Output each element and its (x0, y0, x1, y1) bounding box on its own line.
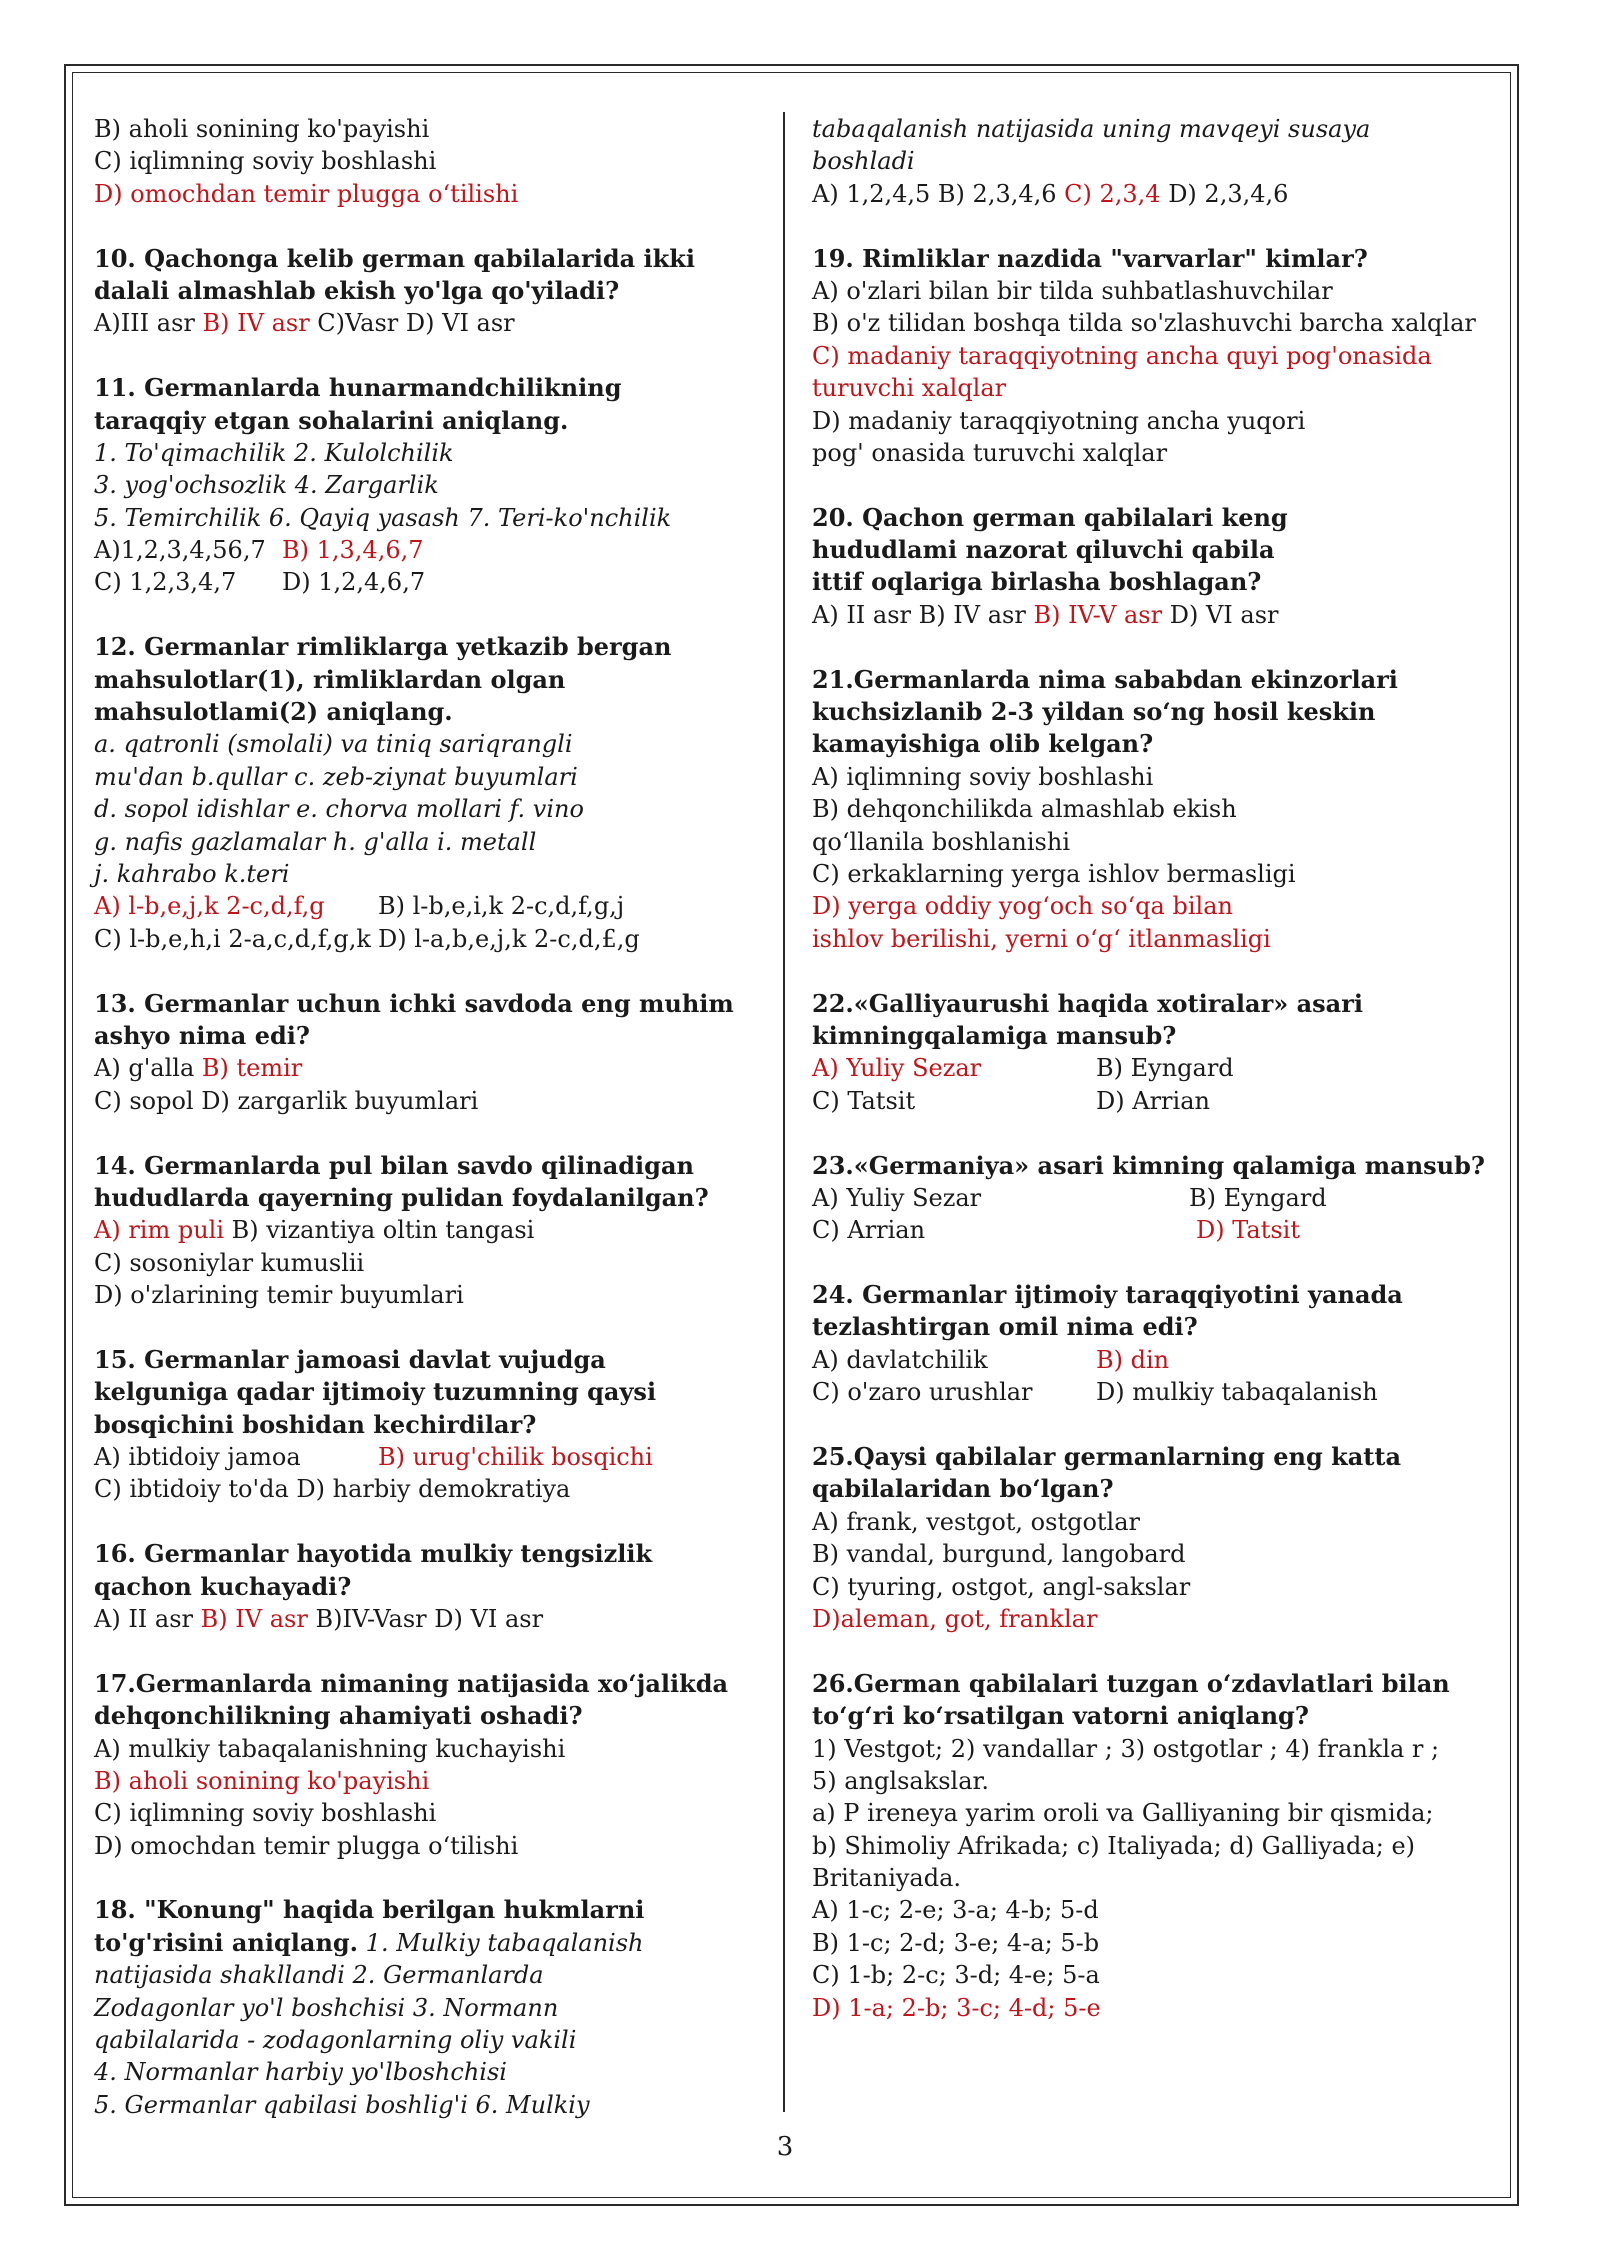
question-item: 1) Vestgot; 2) vandallar ; 3) ostgotlar ; 4) frankla r ; (812, 1734, 1440, 1763)
question-18 (94, 1894, 766, 2121)
question-title: dalali almashlab ekish yo'lga qo'yiladi? (94, 275, 620, 305)
correct-option-b: B) aholi sonining ko'payishi (94, 1766, 430, 1795)
option-d: D) o'zlarining temir buyumlari (94, 1281, 464, 1310)
left-column (94, 113, 766, 2154)
question-title: 24. Germanlar ijtimoiy taraqqiyotini yanada (812, 1280, 1403, 1310)
correct-option-d: D) Tatsit (1196, 1216, 1300, 1245)
question-25 (812, 1441, 1492, 1635)
question-21 (812, 664, 1492, 956)
option-c: C) sosoniylar kumuslii (94, 1248, 365, 1277)
options-line (94, 307, 766, 339)
option-a: A) g'alla (94, 1054, 202, 1083)
option-c: C) 1-b; 2-c; 3-d; 4-e; 5-a (812, 1961, 1100, 1990)
correct-option-b: B) IV asr (200, 1604, 308, 1633)
question-title: tezlashtirgan omil nima edi? (812, 1312, 1198, 1342)
options-line (94, 1052, 766, 1084)
question-item: natijasida shakllandi 2. Germanlarda (94, 1961, 544, 1990)
option-c: C) tyuring, ostgot, angl-sakslar (812, 1572, 1191, 1601)
question-12 (94, 631, 766, 955)
option-cd: C) sopol D) zargarlik buyumlari (94, 1086, 479, 1115)
option-d: D) Arrian (1096, 1086, 1210, 1115)
correct-option-d: D) yerga oddiy yog‘och so‘qa bilan (812, 892, 1233, 921)
option-cd: C) ibtidoiy to'da D) harbiy demokratiya (94, 1475, 571, 1504)
option-b: B) Eyngard (1096, 1054, 1234, 1083)
question-11 (94, 372, 766, 599)
question-title: 22.«Galliyaurushi haqida xotiralar» asari (812, 988, 1363, 1018)
question-title: dehqonchilikning ahamiyati oshadi? (94, 1701, 583, 1731)
question-title: 16. Germanlar hayotida mulkiy tengsizlik (94, 1539, 653, 1569)
question-title: 20. Qachon german qabilalari keng (812, 502, 1288, 532)
question-item: j. kahrabo k.teri (94, 859, 290, 888)
question-item: 4. Normanlar harbiy yo'lboshchisi (94, 2058, 507, 2087)
question-10 (94, 243, 766, 340)
question-title: mahsulotlami(2) aniqlang. (94, 697, 453, 727)
question-title: 21.Germanlarda nima sababdan ekinzorlari (812, 664, 1398, 694)
question-title: 18. "Konung" haqida berilgan hukmlarni (94, 1895, 645, 1925)
option-b: B) Eyngard (1189, 1183, 1327, 1212)
option-d: D) 2,3,4,6 (1160, 179, 1289, 208)
option-a: A)III asr (94, 309, 203, 338)
question-item: mu'dan b.qullar c. zeb-ziynat buyumlari (94, 762, 578, 791)
question-9-continuation (94, 113, 766, 210)
options-line (812, 1344, 1492, 1376)
correct-option-b: B) urug'chilik bosqichi (378, 1443, 653, 1472)
option-a: A) davlatchilik (812, 1345, 988, 1374)
question-26 (812, 1668, 1492, 2024)
option-b: B) l-b,e,i,k 2-c,d,f,g,j (378, 892, 625, 921)
question-14 (94, 1150, 766, 1312)
question-title: qabilalaridan bo‘lgan? (812, 1474, 1114, 1504)
question-title: qachon kuchayadi? (94, 1571, 352, 1601)
options-line (812, 1182, 1492, 1214)
option-c: C) o'zaro urushlar (812, 1378, 1033, 1407)
question-title: kuchsizlanib 2-3 yildan so‘ng hosil keskin (812, 697, 1376, 727)
question-item: boshladi (812, 147, 915, 176)
question-item: 3. yog'ochsozlik 4. Zargarlik (94, 471, 439, 500)
question-title: 15. Germanlar jamoasi davlat vujudga (94, 1344, 606, 1374)
question-item: qabilalarida - zodagonlarning oliy vakili (94, 2026, 577, 2055)
option-ab: A) 1,2,4,5 B) 2,3,4,6 (812, 179, 1065, 208)
option-d: pog' onasida turuvchi xalqlar (812, 438, 1168, 467)
question-item: 5. Temirchilik 6. Qayiq yasash 7. Teri-ko'nchilik (94, 503, 672, 532)
option-b: B) 1-c; 2-d; 3-e; 4-a; 5-b (812, 1928, 1100, 1957)
option-d: D) omochdan temir plugga o‘tilishi (94, 1831, 519, 1860)
column-divider (783, 112, 785, 2112)
question-16 (94, 1538, 766, 1635)
question-title: ashyo nima edi? (94, 1020, 310, 1050)
correct-option-d: D) omochdan temir plugga o‘tilishi (94, 179, 519, 208)
correct-option-b: B) din (1096, 1345, 1170, 1374)
question-title: hududlami nazorat qiluvchi qabila (812, 535, 1275, 565)
question-item: g. nafis gazlamalar h. g'alla i. metall (94, 827, 537, 856)
correct-option-d: ishlov berilishi, yerni o‘g‘ itlanmasligi (812, 924, 1271, 953)
question-title: 23.«Germaniya» asari kimning qalamiga mansub? (812, 1150, 1485, 1180)
option-d: D) mulkiy tabaqalanish (1096, 1378, 1378, 1407)
options-line (94, 1441, 766, 1473)
question-item: a. qatronli (smolali) va tiniq sariqrangli (94, 730, 573, 759)
question-title: 12. Germanlar rimliklarga yetkazib bergan (94, 632, 672, 662)
question-title: 25.Qaysi qabilalar germanlarning eng katta (812, 1442, 1402, 1472)
right-column (812, 113, 1492, 2056)
option-b: B) vandal, burgund, langobard (812, 1540, 1186, 1569)
option-c: C) iqlimning soviy boshlashi (94, 1799, 437, 1828)
question-title: to‘g‘ri ko‘rsatilgan vatorni aniqlang? (812, 1701, 1309, 1731)
correct-option-a: A) Yuliy Sezar (812, 1054, 982, 1083)
option-c: C) 1,2,3,4,7 (94, 568, 237, 597)
question-15 (94, 1344, 766, 1506)
options-line (94, 890, 766, 922)
options-line (94, 1214, 766, 1246)
question-13 (94, 988, 766, 1118)
question-item: tabaqalanish natijasida uning mavqeyi susaya (812, 115, 1371, 143)
option-a: A)1,2,3,4,56,7 (94, 536, 266, 565)
option-b: B) vizantiya oltin tangasi (224, 1216, 535, 1245)
question-24 (812, 1279, 1492, 1409)
question-title: 14. Germanlarda pul bilan savdo qilinadigan (94, 1150, 694, 1180)
question-title: 17.Germanlarda nimaning natijasida xo‘jalikda (94, 1668, 729, 1698)
question-title: 10. Qachonga kelib german qabilalarida ikki (94, 243, 695, 273)
question-item: Zodagonlar yo'l boshchisi 3. Normann (94, 1993, 559, 2022)
question-title: ittif oqlariga birlasha boshlagan? (812, 567, 1262, 597)
option-a: A) 1-c; 2-e; 3-a; 4-b; 5-d (812, 1896, 1099, 1925)
option-a: A) o'zlari bilan bir tilda suhbatlashuvchilar (812, 276, 1333, 305)
question-20 (812, 502, 1492, 632)
correct-option-b: B) IV asr (202, 309, 310, 338)
options-line (812, 178, 1492, 210)
option-a: A) ibtidoiy jamoa (94, 1443, 301, 1472)
correct-option-c: turuvchi xalqlar (812, 374, 1007, 403)
question-item: b) Shimoliy Afrikada; c) Italiyada; d) Galliyada; e) (812, 1831, 1416, 1860)
question-item: a) P ireneya yarim oroli va Galliyaning bir qismida; (812, 1799, 1434, 1828)
options-line (812, 1085, 1492, 1117)
correct-option-d: D) 1-a; 2-b; 3-c; 4-d; 5-e (812, 1993, 1101, 2022)
correct-option-c: C) madaniy taraqqiyotning ancha quyi pog'onasida (812, 341, 1432, 370)
options-line (812, 1214, 1492, 1246)
options-line (812, 1052, 1492, 1084)
question-item: 5) anglsakslar. (812, 1766, 989, 1795)
correct-option-a: A) rim puli (94, 1216, 225, 1245)
question-item: 5. Germanlar qabilasi boshlig'i 6. Mulkiy (94, 2090, 590, 2119)
question-title: kimningqalamiga mansub? (812, 1020, 1177, 1050)
option-cd: C)Vasr D) VI asr (309, 309, 515, 338)
question-19 (812, 243, 1492, 470)
question-title: hududlarda qayerning pulidan foydalanilgan? (94, 1182, 709, 1212)
correct-option-b: B) temir (201, 1054, 303, 1083)
correct-option-b: B) 1,3,4,6,7 (282, 536, 424, 565)
question-title: 19. Rimliklar nazdida "varvarlar" kimlar? (812, 243, 1368, 273)
option-a: A) Yuliy Sezar (812, 1183, 982, 1212)
option-a: A) mulkiy tabaqalanishning kuchayishi (94, 1734, 566, 1763)
question-22 (812, 988, 1492, 1118)
option-c: C) Arrian (812, 1216, 926, 1245)
options-line (812, 1376, 1492, 1408)
page-number: 3 (776, 2132, 794, 2162)
option-a: A) II asr (94, 1604, 201, 1633)
question-title: kelguniga qadar ijtimoiy tuzumning qaysi (94, 1377, 657, 1407)
option-ab: A) II asr B) IV asr (812, 600, 1034, 629)
option-b: B) aholi sonining ko'payishi (94, 115, 430, 143)
option-cd: B)IV-Vasr D) VI asr (307, 1604, 544, 1633)
options-line (94, 923, 766, 955)
correct-option: B) IV-V asr (1033, 600, 1163, 629)
option-b: qo‘llanila boshlanishi (812, 827, 1070, 856)
option-d: D) 1,2,4,6,7 (282, 568, 426, 597)
question-title: to'g'risini aniqlang. (94, 1927, 359, 1957)
question-item: d. sopol idishlar e. chorva mollari f. vino (94, 795, 584, 824)
question-title: 13. Germanlar uchun ichki savdoda eng muhim (94, 988, 734, 1018)
options-line (94, 566, 766, 598)
question-18-continuation (812, 113, 1492, 210)
question-title: 11. Germanlarda hunarmandchilikning (94, 373, 622, 403)
option-c: C) iqlimning soviy boshlashi (94, 147, 437, 176)
correct-option-c: C) 2,3,4 (1064, 179, 1161, 208)
question-title: taraqqiy etgan sohalarini aniqlang. (94, 405, 569, 435)
option-c: C) Tatsit (812, 1086, 916, 1115)
option-a: A) iqlimning soviy boshlashi (812, 762, 1154, 791)
option-d: D) VI asr (1162, 600, 1279, 629)
option-b: B) dehqonchilikda almashlab ekish (812, 795, 1237, 824)
question-item: Britaniyada. (812, 1864, 962, 1893)
question-title: mahsulotlar(1), rimliklardan olgan (94, 664, 566, 694)
option-b: B) o'z tilidan boshqa tilda so'zlashuvchi barcha xalqlar (812, 309, 1476, 338)
correct-option-a: A) l-b,e,j,k 2-c,d,f,g (94, 892, 325, 921)
question-title: bosqichini boshidan kechirdilar? (94, 1409, 537, 1439)
option-d: D) l-a,b,e,j,k 2-c,d,£,g (378, 924, 640, 953)
option-c: C) erkaklarning yerga ishlov bermasligi (812, 859, 1296, 888)
question-23 (812, 1150, 1492, 1247)
options-line (94, 534, 766, 566)
question-item: 1. Mulkiy tabaqalanish (358, 1928, 644, 1957)
correct-option-d: D)aleman, got, franklar (812, 1604, 1098, 1633)
option-d: D) madaniy taraqqiyotning ancha yuqori (812, 406, 1306, 435)
option-a: A) frank, vestgot, ostgotlar (812, 1507, 1141, 1536)
question-17 (94, 1668, 766, 1862)
options-line (94, 1603, 766, 1635)
question-item: 1. To'qimachilik 2. Kulolchilik (94, 438, 454, 467)
question-title-line (94, 1927, 766, 1959)
options-line (812, 599, 1492, 631)
question-title: 26.German qabilalari tuzgan o‘zdavlatlari bilan (812, 1668, 1450, 1698)
option-c: C) l-b,e,h,i 2-a,c,d,f,g,k (94, 924, 371, 953)
question-title: kamayishiga olib kelgan? (812, 729, 1154, 759)
